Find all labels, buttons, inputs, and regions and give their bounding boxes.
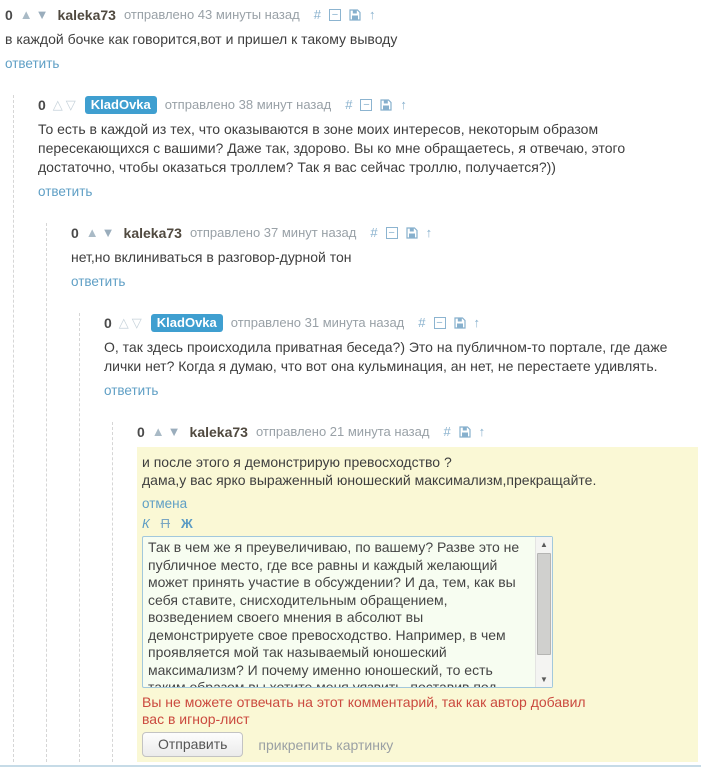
comment-text: нет,но вклиниваться в разговор-дурной тон (71, 249, 352, 265)
format-toolbar (142, 516, 690, 531)
reply-link[interactable]: ответить (71, 274, 126, 289)
comment-author[interactable]: kaleka73 (57, 6, 116, 23)
comment-actions (314, 7, 376, 22)
downvote-icon[interactable]: ▼ (35, 7, 49, 22)
comment-author[interactable]: kaleka73 (189, 423, 248, 440)
comment-score: 0 (5, 6, 13, 23)
comment-timestamp: отправлено 31 минута назад (230, 315, 405, 330)
scrollbar-track[interactable] (535, 537, 552, 687)
downvote-icon[interactable]: ▼ (167, 424, 181, 439)
collapse-comment-icon[interactable]: − (360, 99, 372, 111)
jump-to-parent-icon[interactable]: ↑ (478, 424, 486, 439)
scrollbar-up-icon[interactable]: ▲ (540, 540, 548, 549)
vote-arrows (119, 316, 142, 329)
collapse-comment-icon[interactable]: − (434, 317, 446, 329)
italic-format-button[interactable]: К (142, 516, 150, 531)
reply-textarea[interactable] (142, 536, 553, 688)
comment-actions (345, 97, 407, 112)
reply-form (137, 447, 698, 762)
comment-actions (418, 315, 480, 330)
comment-header (137, 422, 698, 441)
comment-score: 0 (38, 96, 46, 113)
permalink-icon[interactable]: # (443, 424, 451, 439)
comment-text (142, 453, 690, 489)
upvote-icon[interactable]: ▲ (151, 424, 165, 439)
comment-text-line: и после этого я демонстрирую превосходство ? (142, 454, 452, 470)
comment-timestamp: отправлено 43 минуты назад (123, 7, 300, 22)
comment-timestamp: отправлено 21 минута назад (255, 424, 430, 439)
ignore-list-warning: Вы не можете отвечать на этот комментарий, так как автор добавил вас в игнор-лист (142, 694, 586, 727)
comment (104, 313, 698, 762)
reply-link[interactable]: ответить (104, 383, 159, 398)
comment (137, 422, 698, 762)
permalink-icon[interactable]: # (345, 97, 353, 112)
comment-text: в каждой бочке как говорится,вот и пришел к такому выводу (5, 31, 398, 47)
save-comment-icon[interactable] (380, 99, 392, 111)
comment-header (71, 223, 698, 242)
comment-score: 0 (104, 314, 112, 331)
comment-author[interactable]: KladOvka (151, 314, 223, 332)
comment-actions (443, 424, 485, 439)
bold-format-button[interactable]: Ж (181, 516, 193, 531)
reply-link[interactable]: ответить (5, 56, 60, 71)
comment-text: О, так здесь происходила приватная беседа?) Это на публичном-то портале, где даже лички нет? Когда я думаю, что вот она кульминация, ан нет, не перестаете удивлять. (104, 339, 668, 374)
upvote-icon[interactable]: △ (118, 315, 129, 330)
downvote-icon[interactable]: ▼ (101, 225, 115, 240)
comment (38, 95, 698, 762)
save-comment-icon[interactable] (459, 426, 471, 438)
vote-arrows (20, 8, 49, 21)
comment (71, 223, 698, 762)
save-comment-icon[interactable] (454, 317, 466, 329)
jump-to-parent-icon[interactable]: ↑ (368, 7, 376, 22)
vote-arrows (53, 98, 76, 111)
reply-textarea-container (142, 536, 553, 688)
comment-author[interactable]: kaleka73 (123, 224, 182, 241)
comment (5, 5, 698, 762)
upvote-icon[interactable]: ▲ (19, 7, 33, 22)
scrollbar-down-icon[interactable]: ▼ (540, 675, 548, 684)
submit-button[interactable]: Отправить (142, 732, 243, 757)
save-comment-icon[interactable] (406, 227, 418, 239)
comment-children (13, 95, 698, 762)
save-comment-icon[interactable] (349, 9, 361, 21)
comment-score: 0 (71, 224, 79, 241)
permalink-icon[interactable]: # (370, 225, 378, 240)
reply-link[interactable]: ответить (38, 184, 93, 199)
comment-text: То есть в каждой из тех, что оказываются в зоне моих интересов, некоторым образом пересекающихся с вашими? Даже так, здорово. Вы ко мне обращаетесь, я отвечаю, этого достаточно, чтобы оказаться троллем? Так я вас сейчас троллю, получается?)) (38, 121, 626, 175)
strikethrough-format-button[interactable]: П (160, 516, 171, 531)
jump-to-parent-icon[interactable]: ↑ (473, 315, 480, 330)
jump-to-parent-icon[interactable]: ↑ (425, 225, 433, 240)
cancel-reply-link[interactable]: отмена (142, 496, 188, 511)
comment-header (38, 95, 698, 114)
scrollbar-thumb[interactable] (537, 553, 551, 655)
comment-score: 0 (137, 423, 145, 440)
upvote-icon[interactable]: △ (52, 97, 63, 112)
comment-timestamp: отправлено 37 минут назад (189, 225, 357, 240)
downvote-icon[interactable]: ▽ (65, 97, 76, 112)
reply-actions (142, 732, 690, 757)
comment-text-line: дама,у вас ярко выраженный юношеский максимализм,прекращайте. (142, 472, 597, 488)
comment-header (5, 5, 698, 24)
permalink-icon[interactable]: # (418, 315, 426, 330)
comment-author[interactable]: KladOvka (85, 96, 157, 114)
collapse-comment-icon[interactable]: − (329, 9, 341, 21)
vote-arrows (86, 226, 115, 239)
collapse-comment-icon[interactable]: − (386, 227, 398, 239)
jump-to-parent-icon[interactable]: ↑ (400, 97, 407, 112)
comment-actions (370, 225, 432, 240)
comment-children (112, 422, 698, 762)
vote-arrows (152, 425, 181, 438)
permalink-icon[interactable]: # (313, 7, 321, 22)
upvote-icon[interactable]: ▲ (85, 225, 99, 240)
comment-timestamp: отправлено 38 минут назад (164, 97, 332, 112)
comment-children (46, 223, 698, 762)
comment-children (79, 313, 698, 762)
downvote-icon[interactable]: ▽ (131, 315, 142, 330)
attach-image-link[interactable]: прикрепить картинку (258, 736, 394, 753)
comment-header (104, 313, 698, 332)
